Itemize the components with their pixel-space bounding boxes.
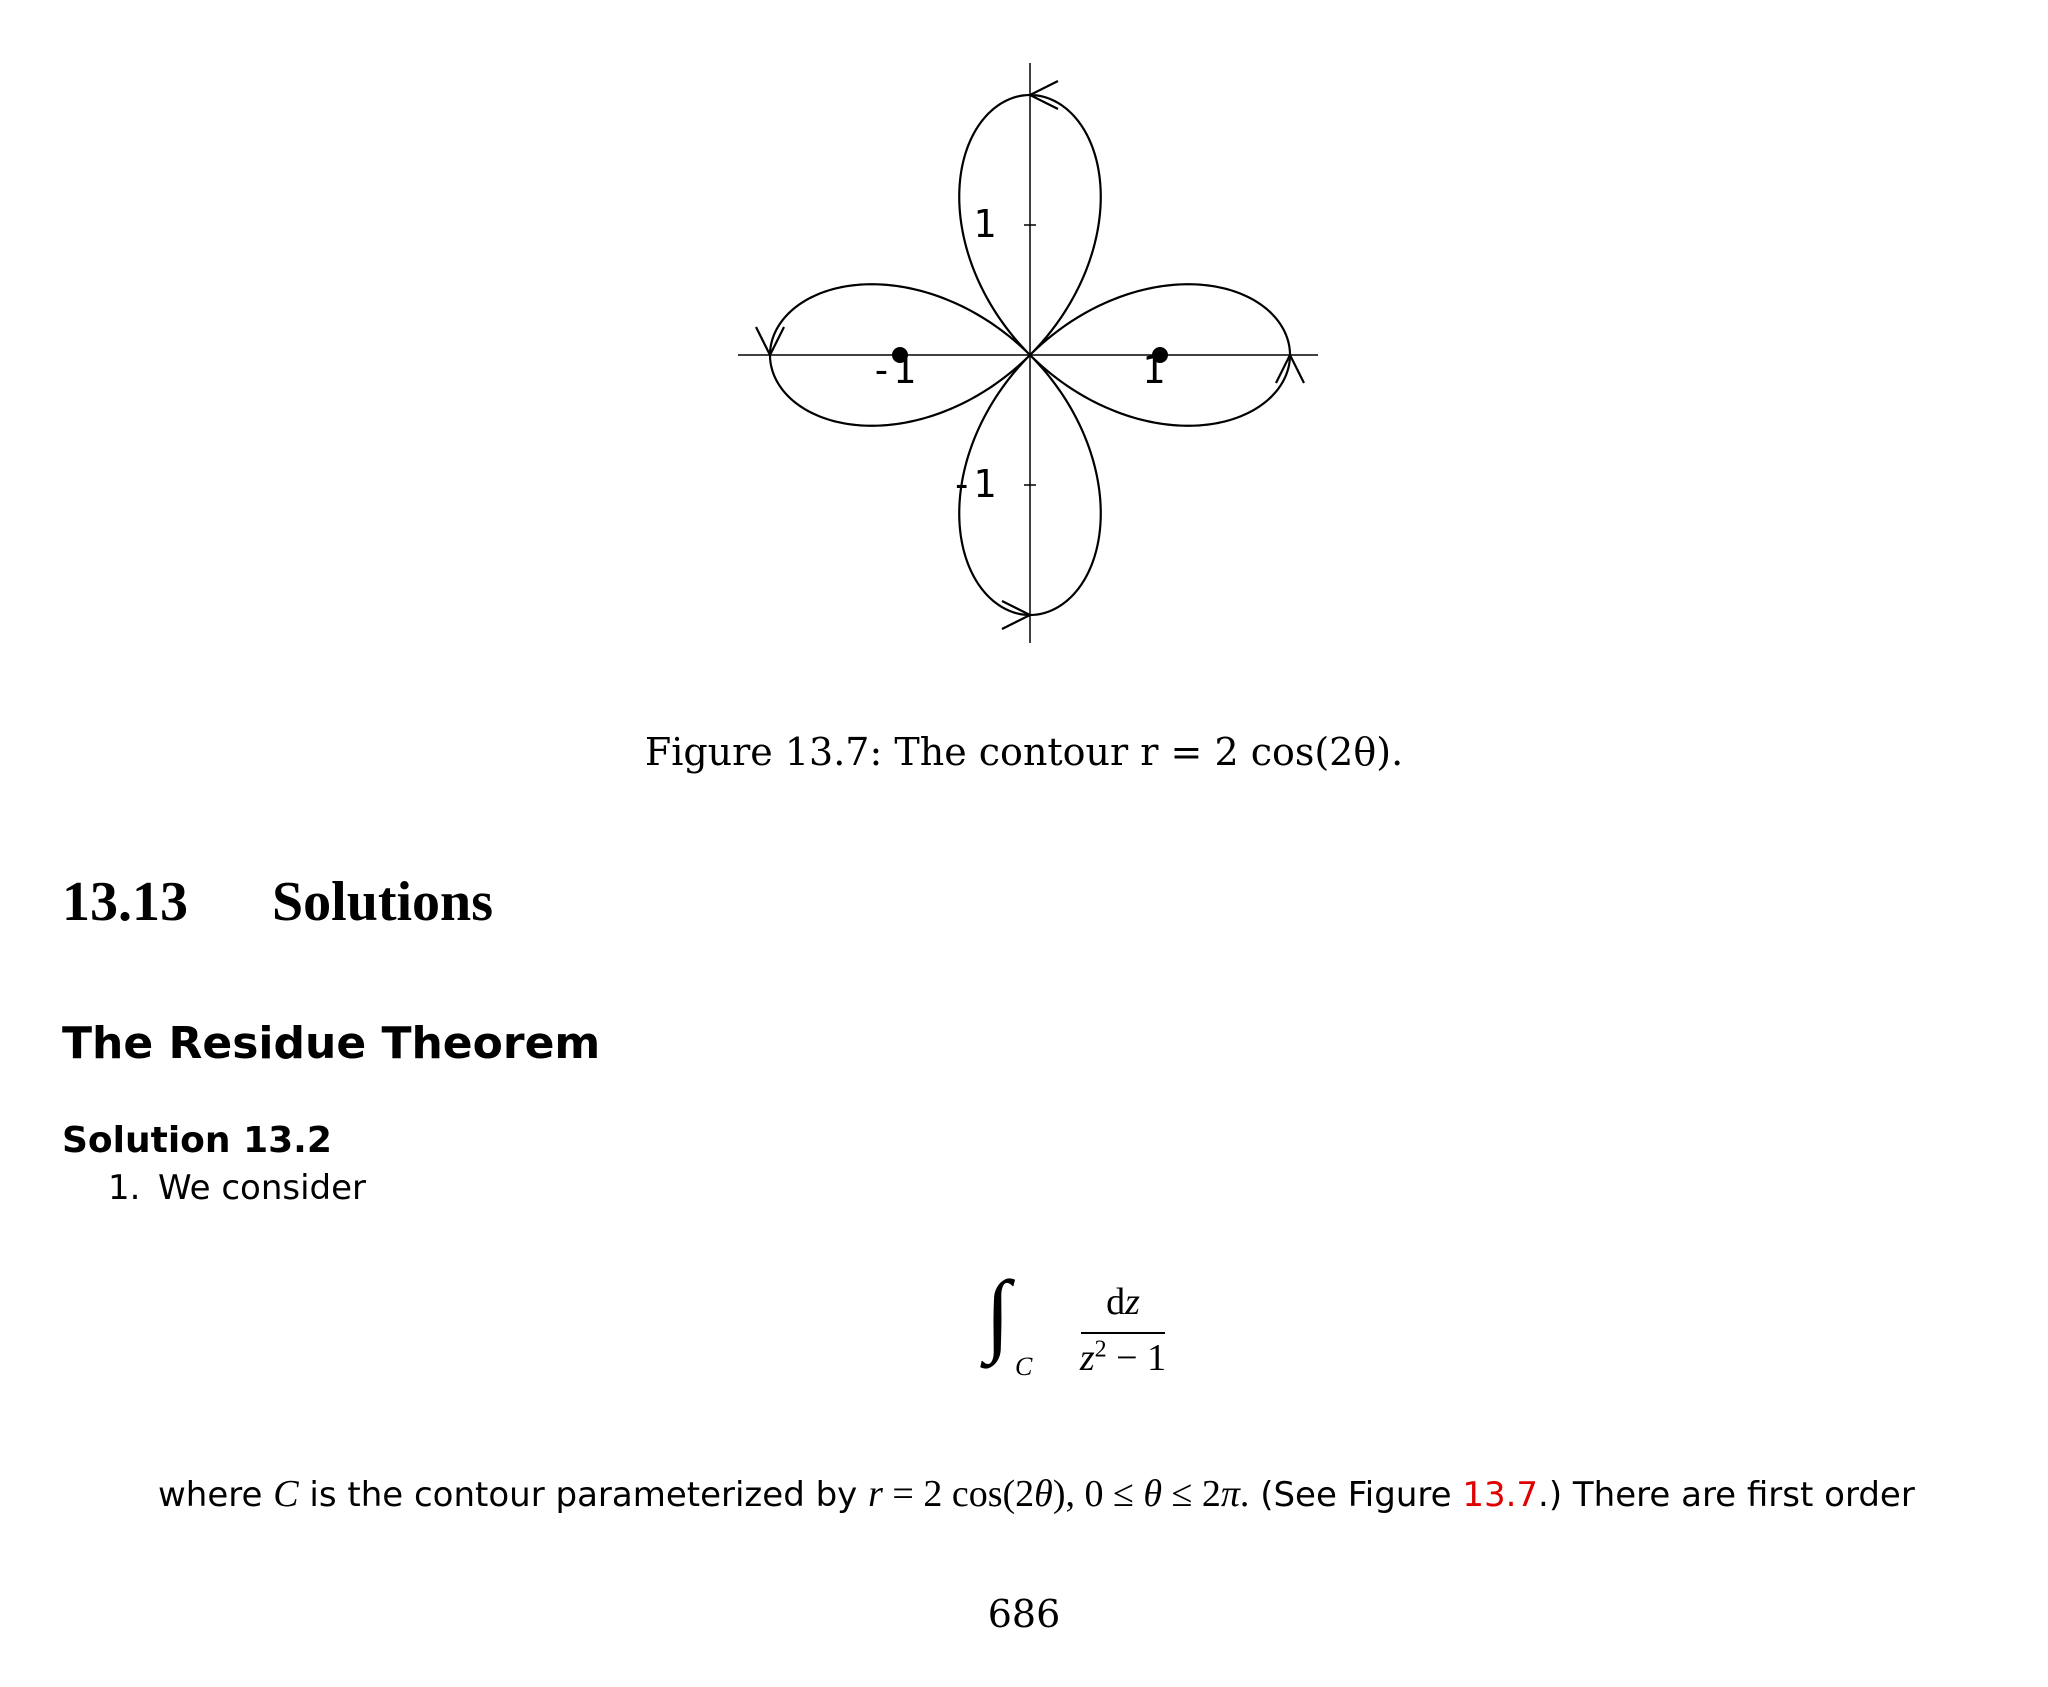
page-number: 686	[987, 1592, 1061, 1636]
contour-figure	[730, 55, 1330, 655]
tick-label-x-neg1: -1	[870, 348, 916, 392]
solution-heading: Solution 13.2	[62, 1120, 332, 1161]
list-item	[108, 1168, 366, 1208]
list-item-text: We consider	[158, 1168, 367, 1208]
tick-label-y-neg1: -1	[950, 462, 996, 506]
tick-label-y-pos1: 1	[973, 202, 996, 246]
fraction-denominator: $z^2 - 1$	[1079, 1336, 1167, 1379]
fraction-bar	[1081, 1332, 1165, 1334]
figure-reference-link[interactable]: 13.7	[1462, 1475, 1539, 1515]
figure-caption	[0, 730, 2048, 774]
section-title: Solutions	[272, 871, 493, 933]
figure-caption-label: Figure 13.7:	[644, 730, 883, 774]
section-number: 13.13	[62, 871, 188, 933]
section-heading	[62, 870, 493, 934]
figure-plot	[738, 63, 1318, 643]
integral-equation	[985, 1262, 1185, 1390]
body-paragraph: where C is the contour parameterized by r = 2 cos(2θ), 0 ≤ θ ≤ 2π. (See Figure 13.7.) There are first order	[158, 1473, 1915, 1515]
integral-subscript: C	[1015, 1352, 1033, 1381]
subsection-heading: The Residue Theorem	[62, 1018, 601, 1069]
integral-sign: ∫	[985, 1262, 1011, 1364]
fraction-numerator: dz	[1106, 1281, 1140, 1323]
tick-label-x-pos1: 1	[1142, 348, 1165, 392]
list-item-number: 1.	[108, 1168, 141, 1208]
figure-caption-text: The contour r = 2 cos(2θ).	[894, 730, 1404, 774]
